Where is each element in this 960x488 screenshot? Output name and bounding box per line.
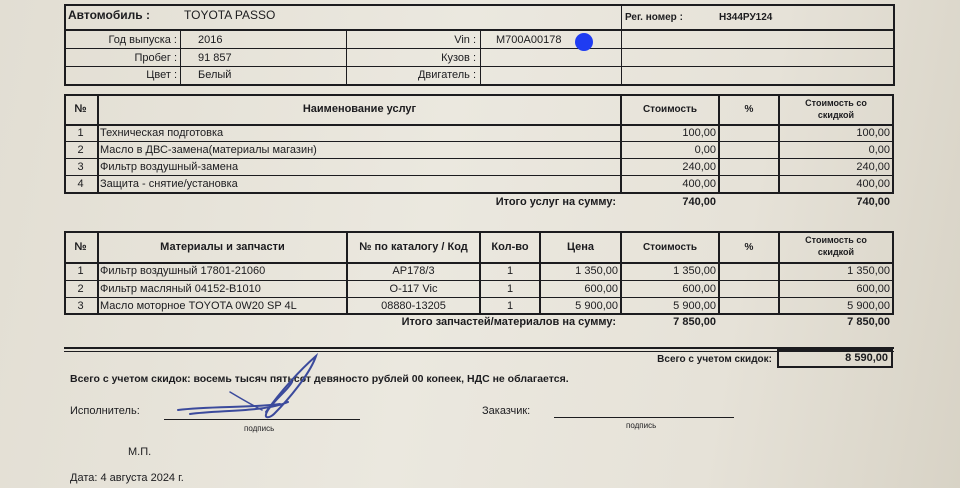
- material-row-1-cost: 1 350,00: [673, 265, 716, 277]
- material-row-3-cost: 5 900,00: [673, 300, 716, 312]
- mileage-label: Пробег :: [134, 52, 177, 64]
- materials-h-qty: Кол-во: [491, 241, 529, 253]
- service-row-1-num: 1: [77, 127, 84, 139]
- material-row-2-code: O-117 Vic: [389, 283, 438, 295]
- document-date: Дата: 4 августа 2024 г.: [70, 472, 184, 484]
- material-row-3-name: Масло моторное TOYOTA 0W20 SP 4L: [100, 300, 297, 312]
- reg-value: Н344РУ124: [719, 12, 773, 23]
- customer-sign-line: [554, 417, 734, 418]
- services-total-disc: 740,00: [856, 196, 890, 208]
- services-row-line-2: [64, 158, 894, 159]
- body-label: Кузов :: [441, 52, 476, 64]
- services-header-bottom: [64, 124, 894, 126]
- material-row-2-name: Фильтр масляный 04152-B1010: [100, 283, 261, 295]
- materials-h-price: Цена: [566, 241, 595, 253]
- customer-label: Заказчик:: [482, 405, 531, 417]
- year-label: Год выпуска :: [108, 34, 177, 46]
- grand-total-rule-top: [64, 347, 894, 349]
- service-row-4-name: Защита - снятие/установка: [100, 178, 238, 190]
- header-col-a: [180, 31, 181, 86]
- material-row-3-code: 08880-13205: [381, 300, 446, 312]
- service-row-2-num: 2: [77, 144, 84, 156]
- service-row-2-cost: 0,00: [694, 144, 716, 156]
- material-row-2-cost: 600,00: [682, 283, 716, 295]
- total-in-words: Всего с учетом скидок: восемь тысяч пятьсот девяносто рублей 00 копеек, НДС не облагается.: [70, 373, 569, 385]
- header-col-divider: [621, 4, 622, 86]
- service-row-3-cost: 240,00: [682, 161, 716, 173]
- service-row-3-disc: 240,00: [856, 161, 890, 173]
- material-row-2-disc: 600,00: [856, 283, 890, 295]
- materials-h-disc: Стоимость со скидкой: [805, 235, 867, 257]
- service-row-4-cost: 400,00: [682, 178, 716, 190]
- grand-total-label: Всего с учетом скидок:: [657, 354, 772, 365]
- service-row-1-name: Техническая подготовка: [100, 127, 224, 139]
- materials-total-cost: 7 850,00: [673, 316, 716, 328]
- materials-h-num: №: [74, 241, 87, 253]
- material-row-3-num: 3: [77, 300, 84, 312]
- color-value: Белый: [198, 69, 232, 81]
- service-row-4-num: 4: [77, 178, 84, 190]
- service-row-4-disc: 400,00: [856, 178, 890, 190]
- service-row-3-num: 3: [77, 161, 84, 173]
- engine-label: Двигатель :: [417, 69, 476, 81]
- material-row-1-disc: 1 350,00: [847, 265, 890, 277]
- services-h-name: Наименование услуг: [302, 103, 417, 115]
- header-col-c: [480, 31, 481, 86]
- handwritten-signature: [170, 352, 350, 432]
- car-label: Автомобиль :: [68, 8, 150, 22]
- vin-label: Vin :: [454, 34, 476, 46]
- services-h-pct: %: [744, 104, 754, 115]
- stamp-label: М.П.: [128, 446, 152, 458]
- material-row-1-code: AP178/3: [392, 265, 435, 277]
- services-h-cost: Стоимость: [642, 104, 698, 115]
- material-row-1-num: 1: [77, 265, 84, 277]
- year-value: 2016: [198, 34, 223, 46]
- service-row-1-disc: 100,00: [856, 127, 890, 139]
- materials-total-label: Итого запчастей/материалов на сумму:: [401, 316, 616, 328]
- materials-h-pct: %: [744, 242, 754, 253]
- service-row-2-name: Масло в ДВС-замена(материалы магазин): [100, 144, 317, 156]
- material-row-3-price: 5 900,00: [575, 300, 618, 312]
- material-row-3-qty: 1: [506, 300, 514, 312]
- services-row-line-3: [64, 175, 894, 176]
- services-total-cost: 740,00: [682, 196, 716, 208]
- redaction-dot: [575, 33, 593, 51]
- material-row-3-disc: 5 900,00: [847, 300, 890, 312]
- reg-label: Рег. номер :: [625, 12, 683, 23]
- materials-h-name: Материалы и запчасти: [160, 241, 285, 253]
- material-row-2-num: 2: [77, 283, 84, 295]
- color-label: Цвет :: [146, 69, 177, 81]
- car-value: TOYOTA PASSO: [184, 8, 276, 22]
- services-h-num: №: [74, 103, 87, 115]
- material-row-2-qty: 1: [506, 283, 514, 295]
- material-row-2-price: 600,00: [584, 283, 618, 295]
- material-row-1-name: Фильтр воздушный 17801-21060: [100, 265, 266, 277]
- vin-value: M700A00178: [496, 34, 562, 46]
- materials-total-disc: 7 850,00: [847, 316, 890, 328]
- grand-total-value: 8 590,00: [845, 352, 888, 364]
- service-row-2-disc: 0,00: [868, 144, 890, 156]
- materials-h-cost: Стоимость: [642, 242, 698, 253]
- executor-label: Исполнитель:: [70, 405, 140, 417]
- mileage-value: 91 857: [198, 52, 232, 64]
- services-row-line-1: [64, 141, 894, 142]
- services-h-disc: Стоимость со скидкой: [805, 98, 867, 120]
- services-total-label: Итого услуг на сумму:: [495, 196, 616, 208]
- service-row-3-name: Фильтр воздушный-замена: [100, 161, 239, 173]
- materials-h-code: № по каталогу / Код: [359, 241, 468, 253]
- material-row-1-qty: 1: [506, 265, 514, 277]
- service-row-1-cost: 100,00: [682, 127, 716, 139]
- customer-sign-caption: подпись: [626, 421, 657, 430]
- material-row-1-price: 1 350,00: [575, 265, 618, 277]
- header-col-b: [346, 31, 347, 86]
- executor-sign-caption: подпись: [244, 424, 275, 433]
